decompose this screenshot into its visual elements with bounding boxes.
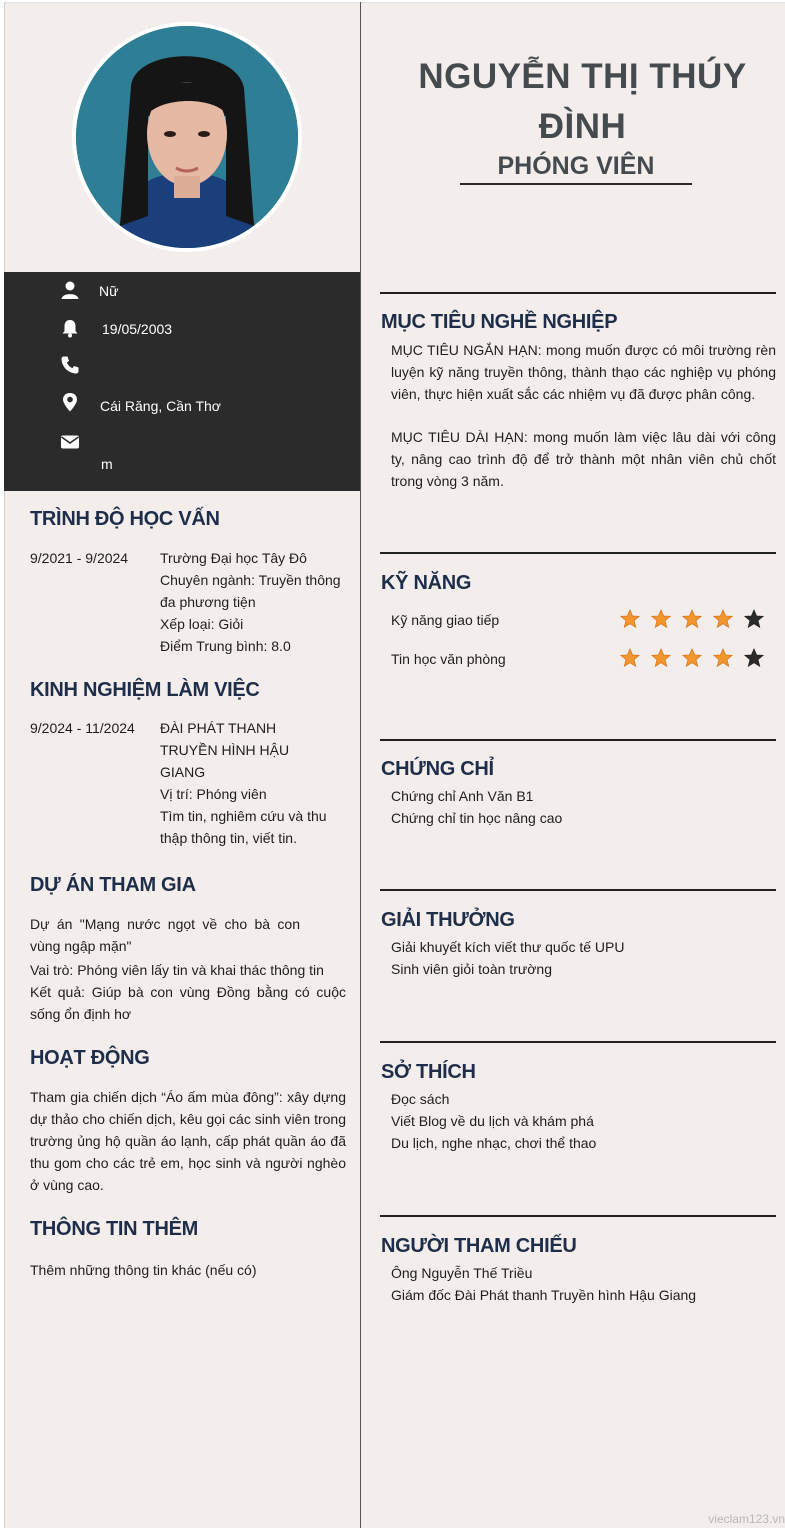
experience-details [160, 717, 327, 849]
name-line: NGUYỄN THỊ THÚY [418, 57, 747, 96]
gender-text: Nữ [99, 283, 119, 299]
education-line: Trường Đại học Tây Đô [160, 550, 307, 566]
activities-heading: HOẠT ĐỘNG [30, 1047, 150, 1069]
section-rule [380, 292, 776, 294]
education-heading: TRÌNH ĐỘ HỌC VẤN [30, 508, 220, 530]
experience-period: 9/2024 - 11/2024 [30, 720, 135, 736]
certificates-list [391, 785, 562, 829]
objective-long-term: MỤC TIÊU DÀI HẠN: mong muốn làm việc lâu dài với công ty, nâng cao trình độ để trở thành một nhân viên chủ chốt trong vòng 3 năm. [391, 429, 776, 489]
education-period: 9/2021 - 9/2024 [30, 550, 129, 566]
person-icon [60, 280, 80, 300]
hobbies-heading: SỞ THÍCH [381, 1061, 476, 1083]
certificates-heading: CHỨNG CHỈ [381, 758, 494, 780]
project-role: Vai trò: Phóng viên lấy tin và khai thác thông tin [30, 962, 324, 978]
hobbies-list [391, 1088, 596, 1154]
email-text: m [101, 456, 113, 472]
star-empty-icon [744, 609, 764, 629]
experience-line: Vị trí: Phóng viên [160, 786, 267, 802]
experience-line: thập thông tin, viết tin. [160, 830, 297, 846]
education-line: Chuyên ngành: Truyền thông [160, 572, 341, 588]
portrait-photo [76, 26, 298, 248]
projects-heading: DỰ ÁN THAM GIA [30, 874, 196, 896]
objective-heading: MỤC TIÊU NGHỀ NGHIỆP [381, 311, 618, 333]
address-text: Cái Răng, Cần Thơ [100, 398, 221, 414]
objective-short-term: MỤC TIÊU NGẮN HẠN: mong muốn được có môi trường rèn luyện kỹ năng truyền thông, thành thạo các nghiệp vụ phóng viên, thực hiện xuất sắc các nhiệm vụ đã được phân công. [391, 342, 776, 402]
education-line: đa phương tiện [160, 594, 256, 610]
experience-line: ĐÀI PHÁT THANH [160, 720, 277, 736]
contact-panel [4, 272, 360, 491]
job-title: PHÓNG VIÊN [497, 152, 655, 180]
experience-line: Tìm tin, nghiêm cứu và thu [160, 808, 327, 824]
section-rule [380, 1041, 776, 1043]
star-filled-icon [651, 648, 671, 668]
award-item: Giải khuyết kích viết thư quốc tế UPU [391, 939, 625, 955]
hobby-item: Đọc sách [391, 1091, 450, 1107]
awards-heading: GIẢI THƯỞNG [381, 909, 515, 931]
experience-heading: KINH NGHIỆM LÀM VIỆC [30, 679, 260, 701]
reference-item: Giám đốc Đài Phát thanh Truyền hình Hậu Giang [391, 1287, 697, 1303]
certificate-item: Chứng chỉ tin học nâng cao [391, 810, 563, 826]
star-filled-icon [620, 609, 640, 629]
education-line: Điểm Trung bình: 8.0 [160, 638, 291, 654]
section-rule [380, 889, 776, 891]
education-line: Xếp loại: Giỏi [160, 616, 244, 632]
project-result: Kết quả: Giúp bà con vùng Đồng bằng có cuộc sống ổn định hơ [30, 984, 346, 1022]
reference-item: Ông Nguyễn Thế Triều [391, 1265, 533, 1281]
phone-icon [60, 355, 80, 375]
project-name: Dự án "Mạng nước ngọt về cho bà con vùng ngập mặn" [30, 916, 300, 954]
birthday-text: 19/05/2003 [102, 321, 173, 337]
skill-name: Tin học văn phòng [391, 651, 506, 667]
location-pin-icon [60, 392, 80, 412]
section-rule [380, 552, 776, 554]
full-name [380, 52, 785, 152]
references-heading: NGƯỜI THAM CHIẾU [381, 1235, 577, 1257]
star-filled-icon [620, 648, 640, 668]
certificate-item: Chứng chỉ Anh Văn B1 [391, 788, 534, 804]
star-filled-icon [651, 609, 671, 629]
star-filled-icon [682, 648, 702, 668]
avatar [76, 26, 298, 248]
star-empty-icon [744, 648, 764, 668]
hobby-item: Du lịch, nghe nhạc, chơi thể thao [391, 1135, 597, 1151]
activities-text: Tham gia chiến dịch “Áo ấm mùa đông”: xây dựng dự thảo cho chiến dịch, kêu gọi các sinh viên trong trường ủng hộ quần áo lạnh, cấp phát quần áo đã thu gom cho các trẻ em, học sinh và người nghèo ở vùng cao. [30, 1089, 346, 1193]
watermark: vieclam123.vn [708, 1512, 785, 1526]
star-filled-icon [682, 609, 702, 629]
star-filled-icon [713, 609, 733, 629]
skill-rating [620, 609, 764, 629]
experience-line: GIANG [160, 764, 206, 780]
section-rule [380, 739, 776, 741]
awards-list [391, 936, 624, 980]
skill-rating [620, 648, 764, 668]
mail-icon [60, 432, 80, 452]
job-title-underline [460, 183, 692, 185]
avatar-frame [72, 22, 302, 252]
star-filled-icon [713, 648, 733, 668]
skills-heading: KỸ NĂNG [381, 572, 472, 594]
extra-info-heading: THÔNG TIN THÊM [30, 1218, 199, 1240]
references-list [391, 1262, 696, 1306]
section-rule [380, 1215, 776, 1217]
name-line: ĐÌNH [538, 107, 627, 146]
extra-info-text: Thêm những thông tin khác (nếu có) [30, 1262, 257, 1278]
bell-icon [60, 318, 80, 338]
column-divider [360, 2, 361, 1528]
hobby-item: Viết Blog về du lịch và khám phá [391, 1113, 594, 1129]
experience-line: TRUYỀN HÌNH HẬU [160, 742, 290, 758]
education-details [160, 547, 341, 657]
skill-name: Kỹ năng giao tiếp [391, 612, 500, 628]
award-item: Sinh viên giỏi toàn trường [391, 961, 552, 977]
